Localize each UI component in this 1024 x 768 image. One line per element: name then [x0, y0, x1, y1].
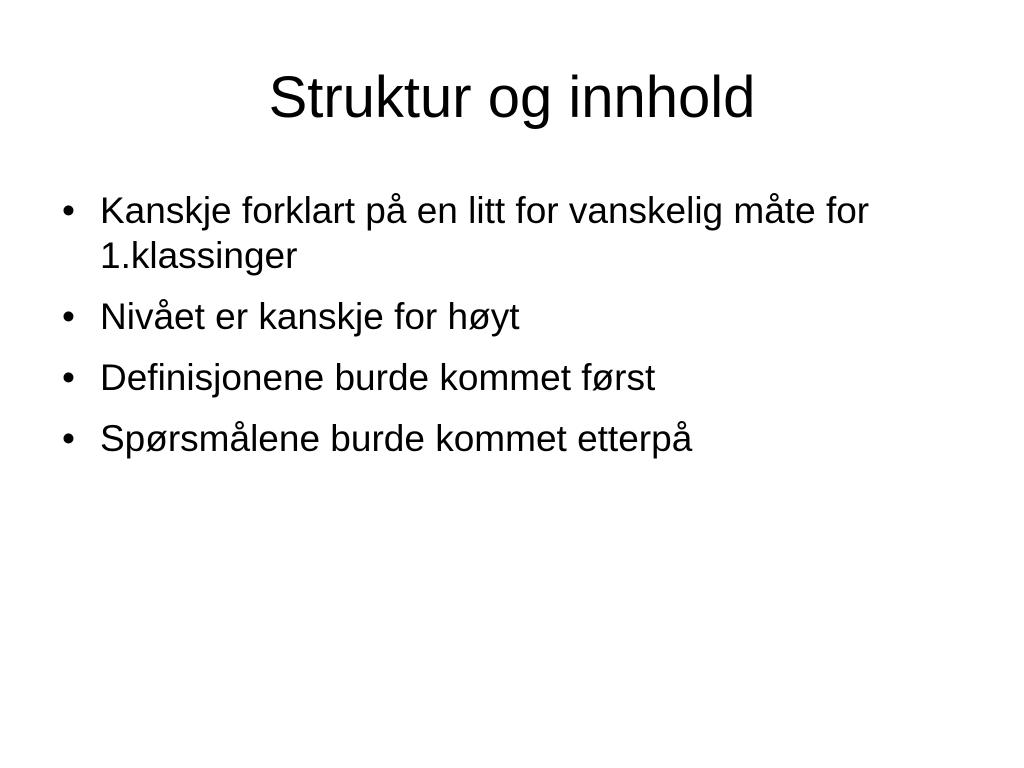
- bullet-icon: •: [62, 296, 75, 337]
- bullet-item-4: [62, 416, 942, 461]
- bullet-icon: •: [62, 357, 75, 398]
- bullet-item-3: [62, 355, 942, 400]
- bullet-text: Kanskje forklart på en litt for vanskelig måte for 1.klassinger: [100, 190, 870, 276]
- bullet-list: [62, 188, 942, 477]
- bullet-item-1: [62, 188, 942, 278]
- bullet-text: Spørsmålene burde kommet etterpå: [100, 418, 693, 459]
- bullet-text: Nivået er kanskje for høyt: [100, 296, 520, 337]
- slide-title: Struktur og innhold: [268, 65, 756, 130]
- bullet-icon: •: [62, 190, 75, 231]
- bullet-item-2: [62, 294, 942, 339]
- bullet-text: Definisjonene burde kommet først: [100, 357, 656, 398]
- bullet-icon: •: [62, 418, 75, 459]
